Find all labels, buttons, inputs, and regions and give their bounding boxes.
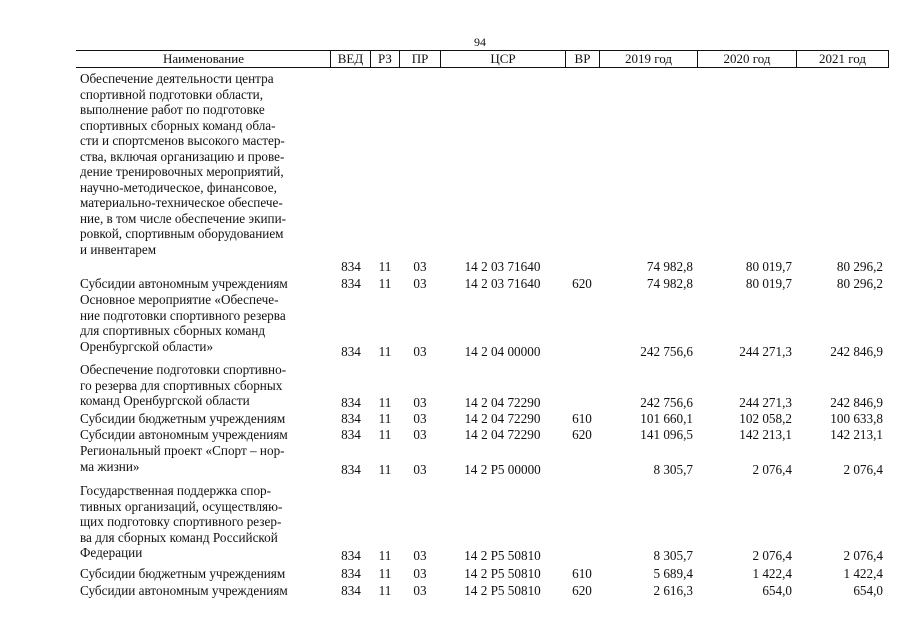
row-rz: 11	[378, 548, 392, 563]
row-rz: 11	[378, 583, 392, 598]
row-year-2019: 2 616,3	[653, 583, 693, 598]
row-vr: 620	[572, 583, 592, 598]
row-name: Обеспечение подготовки спортивно- го резерва для спортивных сборных команд Оренбургской области	[80, 362, 287, 408]
row-rz: 11	[378, 276, 392, 291]
row-csr: 14 2 04 00000	[464, 344, 541, 359]
row-vr	[565, 344, 599, 359]
row-year-2021: 242 846,9	[830, 344, 883, 359]
row-ved: 834	[341, 548, 361, 563]
row-year-2020: 142 213,1	[739, 427, 792, 442]
row-pr: 03	[413, 276, 427, 291]
header-name: Наименование	[163, 51, 244, 66]
row-ved: 834	[341, 427, 361, 442]
row-rz: 11	[378, 411, 392, 426]
row-year-2019: 74 982,8	[646, 276, 693, 291]
row-name: Обеспечение деятельности центра спортивной подготовки области, выполнение работ по подготовке спортивных сборных команд обла- сти и спортсменов высокого мастер- ства, включая организацию и прове- дение тренировочных мероприятий, научно-методическое, финансовое, материально-техническое обеспече- ние, в том числе обеспечение экипи- ровкой, спортивным оборудованием и инвентарем	[80, 71, 287, 257]
row-vr	[565, 548, 599, 563]
row-pr: 03	[413, 427, 427, 442]
header-vr: ВР	[574, 51, 591, 66]
row-rz: 11	[378, 566, 392, 581]
header-rz: РЗ	[378, 51, 392, 66]
header-bottom-rule	[76, 67, 888, 68]
row-vr	[565, 259, 599, 274]
row-year-2021: 80 296,2	[836, 259, 883, 274]
row-name: Субсидии бюджетным учреждениям	[80, 566, 286, 581]
row-ved: 834	[341, 395, 361, 410]
row-csr: 14 2 03 71640	[464, 259, 541, 274]
row-ved: 834	[341, 566, 361, 581]
row-ved: 834	[341, 344, 361, 359]
row-year-2019: 8 305,7	[653, 548, 693, 563]
row-vr	[565, 462, 599, 477]
row-csr: 14 2 P5 00000	[464, 462, 541, 477]
row-pr: 03	[413, 548, 427, 563]
header-csr: ЦСР	[490, 51, 516, 66]
row-rz: 11	[378, 395, 392, 410]
row-rz: 11	[378, 427, 392, 442]
row-ved: 834	[341, 259, 361, 274]
row-pr: 03	[413, 344, 427, 359]
row-year-2020: 80 019,7	[745, 276, 792, 291]
row-pr: 03	[413, 583, 427, 598]
row-vr: 620	[572, 276, 592, 291]
row-vr: 620	[572, 427, 592, 442]
header-col-divider	[888, 50, 889, 68]
row-year-2021: 80 296,2	[836, 276, 883, 291]
row-year-2021: 142 213,1	[830, 427, 883, 442]
row-year-2021: 654,0	[853, 583, 883, 598]
row-csr: 14 2 04 72290	[464, 395, 541, 410]
row-ved: 834	[341, 462, 361, 477]
header-ved: ВЕД	[337, 51, 364, 66]
row-year-2020: 654,0	[762, 583, 792, 598]
row-csr: 14 2 P5 50810	[464, 548, 541, 563]
row-year-2021: 242 846,9	[830, 395, 883, 410]
row-pr: 03	[413, 259, 427, 274]
row-year-2020: 244 271,3	[739, 344, 792, 359]
row-year-2020: 80 019,7	[745, 259, 792, 274]
header-pr: ПР	[411, 51, 429, 66]
row-rz: 11	[378, 344, 392, 359]
row-name: Государственная поддержка спор- тивных организаций, осуществляю- щих подготовку спортивного резер- ва для сборных команд Российской Федерации	[80, 483, 283, 560]
header-year-2020: 2020 год	[723, 51, 771, 66]
row-vr: 610	[572, 411, 592, 426]
row-pr: 03	[413, 395, 427, 410]
row-year-2020: 2 076,4	[752, 548, 792, 563]
row-csr: 14 2 04 72290	[464, 411, 541, 426]
row-year-2019: 74 982,8	[646, 259, 693, 274]
row-pr: 03	[413, 462, 427, 477]
row-name: Региональный проект «Спорт – нор- ма жизни»	[80, 443, 285, 474]
row-year-2021: 1 422,4	[843, 566, 883, 581]
header-year-2021: 2021 год	[819, 51, 866, 66]
row-year-2019: 5 689,4	[653, 566, 693, 581]
row-csr: 14 2 P5 50810	[464, 566, 541, 581]
row-year-2021: 2 076,4	[843, 462, 883, 477]
row-year-2020: 1 422,4	[752, 566, 792, 581]
row-year-2019: 141 096,5	[640, 427, 693, 442]
row-pr: 03	[413, 566, 427, 581]
row-ved: 834	[341, 276, 361, 291]
row-name: Субсидии бюджетным учреждениям	[80, 411, 286, 426]
row-ved: 834	[341, 411, 361, 426]
row-csr: 14 2 03 71640	[464, 276, 541, 291]
row-year-2019: 101 660,1	[640, 411, 693, 426]
row-vr: 610	[572, 566, 592, 581]
row-year-2019: 242 756,6	[640, 344, 693, 359]
row-name: Субсидии автономным учреждениям	[80, 583, 288, 598]
row-vr	[565, 395, 599, 410]
row-year-2021: 2 076,4	[843, 548, 883, 563]
row-ved: 834	[341, 583, 361, 598]
page-number: 94	[474, 35, 486, 49]
row-name: Основное мероприятие «Обеспече- ние подготовки спортивного резерва для спортивных сборных команд Оренбургской области»	[80, 292, 286, 354]
row-rz: 11	[378, 259, 392, 274]
row-name: Субсидии автономным учреждениям	[80, 276, 288, 291]
row-year-2019: 8 305,7	[653, 462, 693, 477]
row-year-2020: 2 076,4	[752, 462, 792, 477]
row-year-2020: 244 271,3	[739, 395, 792, 410]
row-name: Субсидии автономным учреждениям	[80, 427, 288, 442]
row-csr: 14 2 04 72290	[464, 427, 541, 442]
row-year-2021: 100 633,8	[830, 411, 883, 426]
row-rz: 11	[378, 462, 392, 477]
row-year-2019: 242 756,6	[640, 395, 693, 410]
row-csr: 14 2 P5 50810	[464, 583, 541, 598]
row-pr: 03	[413, 411, 427, 426]
header-year-2019: 2019 год	[625, 51, 672, 66]
row-year-2020: 102 058,2	[739, 411, 792, 426]
